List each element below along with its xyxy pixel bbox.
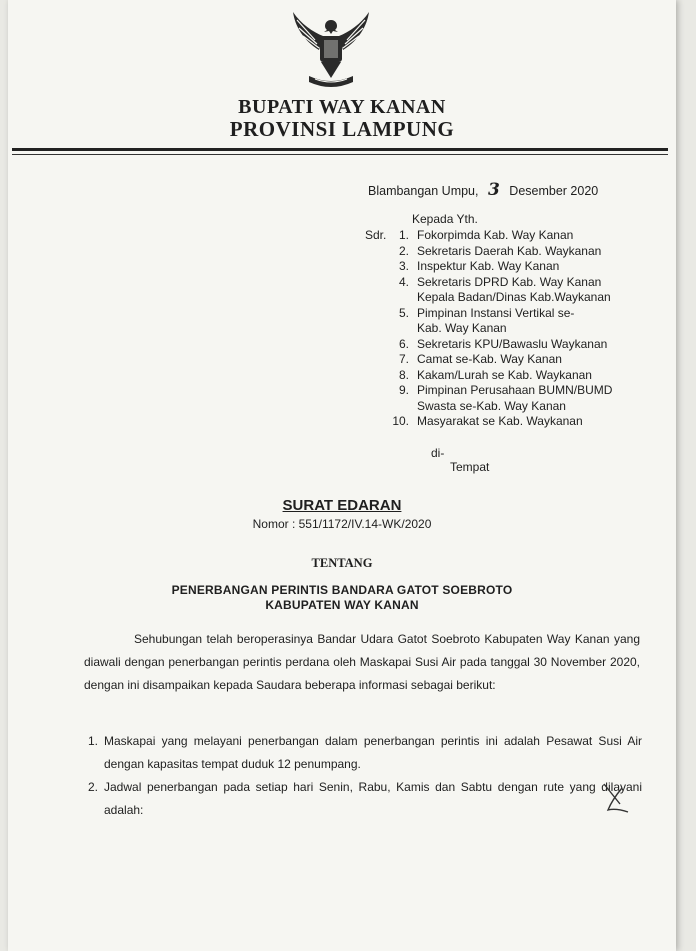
addressee-item-text: Camat se-Kab. Way Kanan <box>417 352 562 366</box>
addressee-item-text: Kakam/Lurah se Kab. Waykanan <box>417 367 592 382</box>
letter-title: SURAT EDARAN <box>282 497 402 514</box>
letterhead-rule-thick <box>12 148 668 151</box>
garuda-emblem-icon <box>285 6 377 92</box>
addressee-item-text: Fokorpimda Kab. Way Kanan <box>417 228 574 242</box>
handwritten-mark-icon <box>598 778 638 818</box>
addressee-item-number: 8. <box>398 367 409 382</box>
addressee-tempat: Tempat <box>450 460 490 474</box>
addressee-item-text: Pimpinan Instansi Vertikal se- <box>417 305 575 320</box>
addressee-item-number: 5. <box>398 305 409 320</box>
letterhead-rule-thin <box>12 154 668 155</box>
addressee-item-text: Sekretaris Daerah Kab. Waykanan <box>417 243 602 258</box>
addressee-item-text: Sekretaris KPU/Bawaslu Waykanan <box>417 336 608 351</box>
addressee-intro: Kepada Yth. <box>412 212 478 226</box>
body-paragraph: Sehubungan telah beroperasinya Bandar Udara Gatot Soebroto Kabupaten Way Kanan yang diawali dengan penerbangan perintis perdana oleh Maskapai Susi Air pada tanggal 30 November 2020, dengan ini disampaikan kepada Saudara beberapa informasi sebagai berikut: <box>84 632 640 692</box>
letter-date <box>368 180 598 200</box>
body-point-number: 2. <box>88 780 99 794</box>
letterhead-regent: BUPATI WAY KANAN <box>238 96 446 118</box>
body-point <box>84 776 642 822</box>
addressee-item-number: 7. <box>398 352 409 366</box>
addressee-item-number: 3. <box>398 259 409 273</box>
body-point-list <box>84 730 642 822</box>
body-point-number: 1. <box>88 734 99 748</box>
addressee-di: di- <box>431 446 445 460</box>
addressee-item-text: Swasta se-Kab. Way Kanan <box>417 398 566 413</box>
date-day-handwritten: 3 <box>487 180 500 200</box>
letter-number: Nomor : 551/1172/IV.14-WK/2020 <box>252 517 432 531</box>
body-point <box>84 730 642 776</box>
addressee-prefix: Sdr. <box>365 228 387 242</box>
letterhead-province: PROVINSI LAMPUNG <box>229 117 455 141</box>
body-point-text: Jadwal penerbangan pada setiap hari Senin, Rabu, Kamis dan Sabtu dengan rute yang dilayani adalah: <box>104 780 642 817</box>
addressee-item-number: 2. <box>398 243 409 258</box>
addressee-item-text: Kab. Way Kanan <box>417 321 507 335</box>
body-point-text: Maskapai yang melayani penerbangan dalam penerbangan perintis ini adalah Pesawat Susi Air dengan kapasitas tempat duduk 12 penumpang. <box>104 734 642 771</box>
addressee-item-text: Pimpinan Perusahaan BUMN/BUMD <box>417 383 613 397</box>
addressee-item-text: Masyarakat se Kab. Waykanan <box>417 414 583 428</box>
addressee-item-number: 4. <box>398 274 409 289</box>
tentang-heading: TENTANG <box>311 556 373 570</box>
date-month-year: Desember 2020 <box>509 184 599 198</box>
addressee-item-number: 10. <box>392 414 409 428</box>
subject-line-1: PENERBANGAN PERINTIS BANDARA GATOT SOEBROTO <box>171 583 513 597</box>
addressee-item-text: Sekretaris DPRD Kab. Way Kanan <box>417 274 602 289</box>
addressee-item-number: 1. <box>398 228 409 242</box>
addressee-item-number: 6. <box>398 336 409 351</box>
addressee-item-text: Kepala Badan/Dinas Kab.Waykanan <box>417 290 611 304</box>
date-place: Blambangan Umpu, <box>368 184 479 198</box>
addressee-item-text: Inspektur Kab. Way Kanan <box>417 259 560 273</box>
addressee-item-number: 9. <box>398 383 409 397</box>
subject-line-2: KABUPATEN WAY KANAN <box>265 598 419 612</box>
document-page <box>8 0 676 951</box>
